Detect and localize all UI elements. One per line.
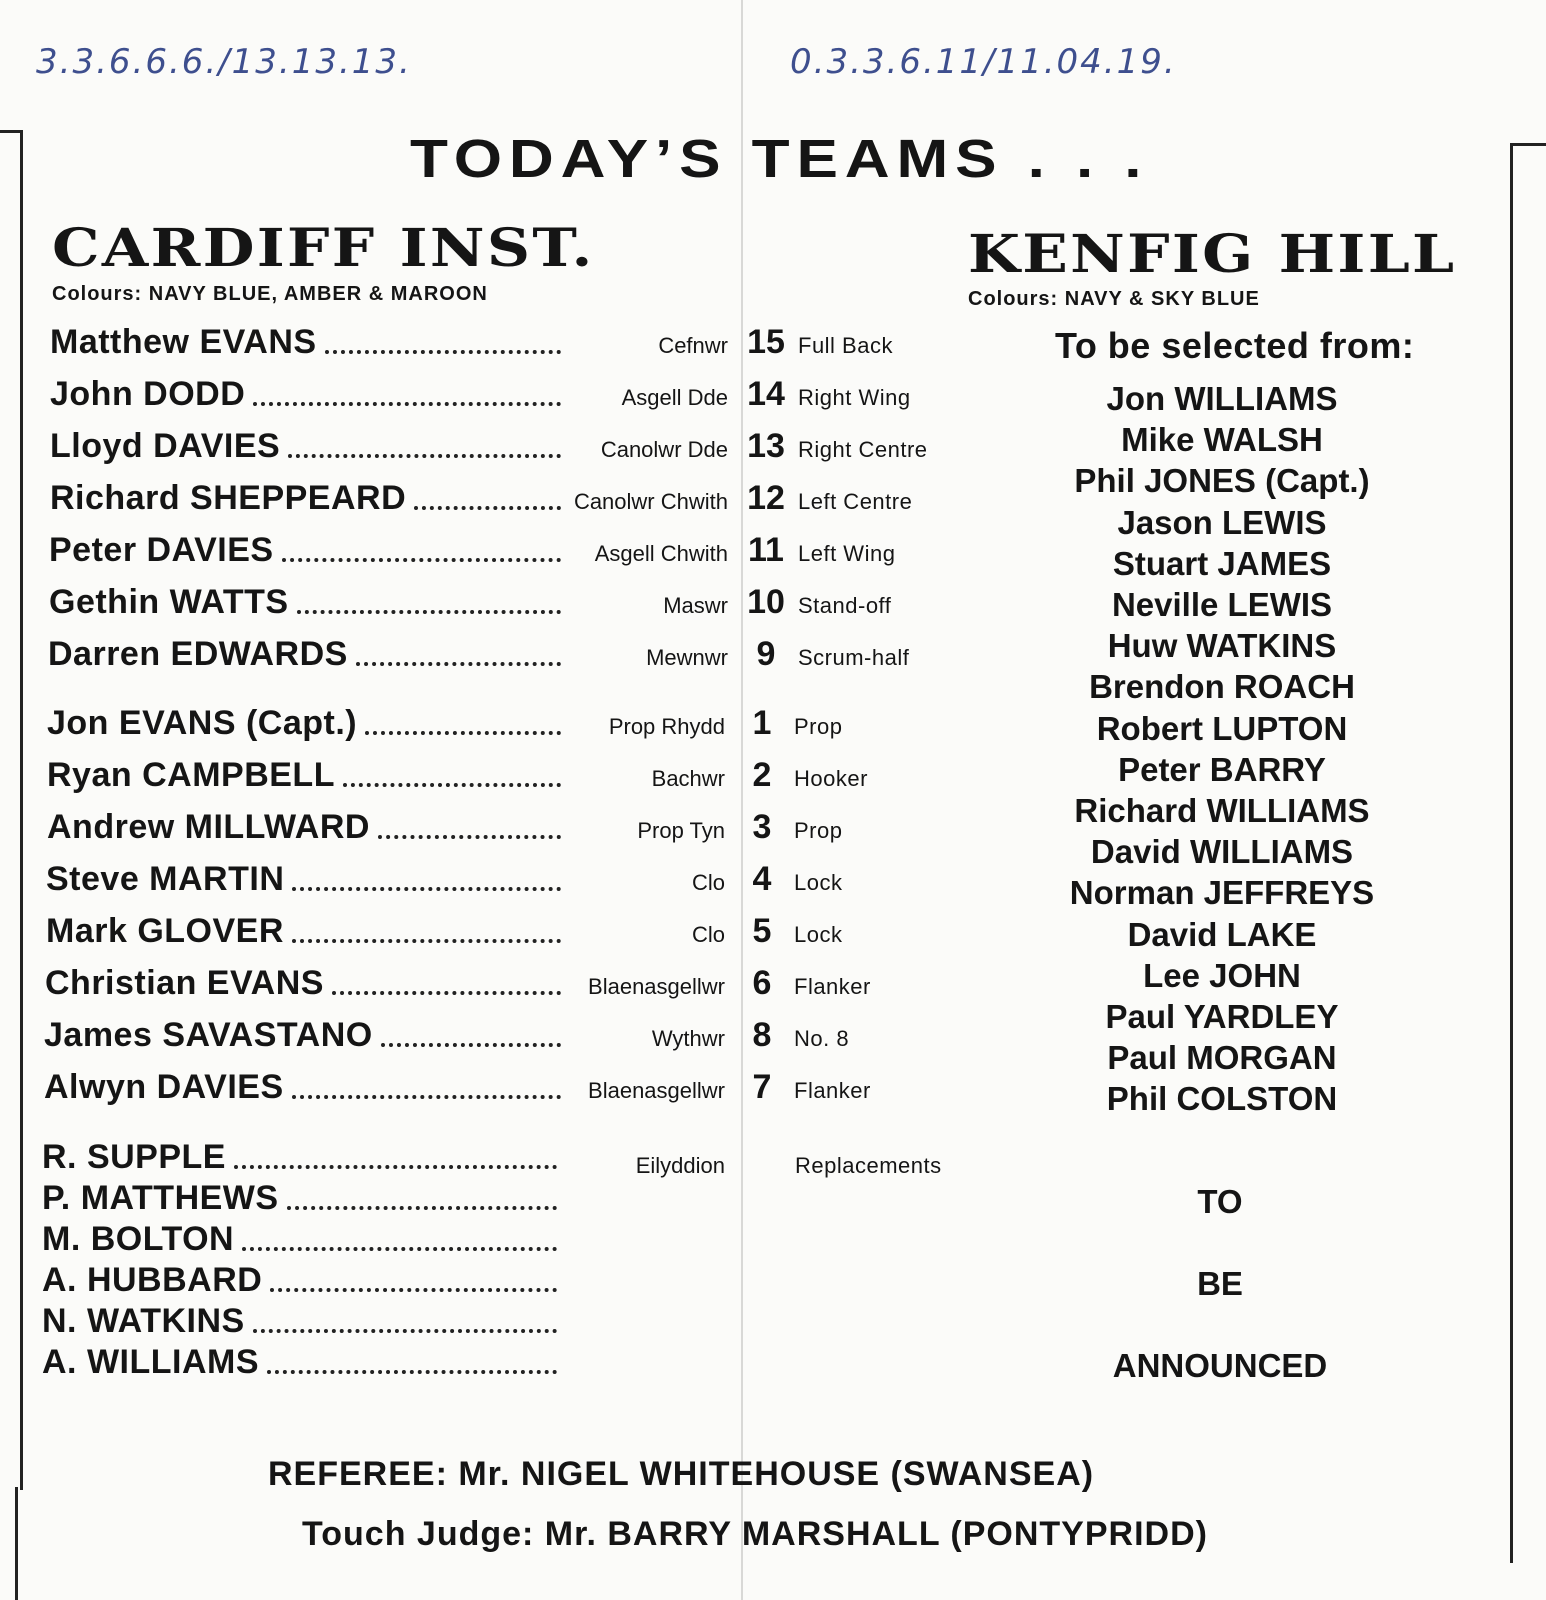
- player-position: Lock: [794, 870, 843, 895]
- player-number: 10: [747, 583, 785, 621]
- handwritten-score-left: 3.3.6.6.6./13.13.13.: [36, 42, 412, 82]
- replacement-row: [42, 1301, 557, 1341]
- announcement-word: TO: [1197, 1183, 1243, 1220]
- player-position: Right Centre: [798, 437, 928, 462]
- referee-line: REFEREE: Mr. NIGEL WHITEHOUSE (SWANSEA): [268, 1455, 1095, 1493]
- replacement-name: A. HUBBARD: [42, 1261, 263, 1299]
- dot-leader: [253, 402, 561, 406]
- page-title: TODAY’S TEAMS . . .: [410, 129, 1149, 189]
- replacement-name: M. BOLTON: [42, 1220, 235, 1258]
- squad-player-name: Paul YARDLEY: [1105, 998, 1339, 1035]
- player-position: Left Wing: [798, 541, 896, 566]
- player-position-welsh: Canolwr Chwith: [573, 489, 728, 514]
- replacement-row: [42, 1219, 557, 1259]
- squad-player-name: Brendon ROACH: [1089, 668, 1355, 706]
- player-name: Matthew EVANS: [50, 323, 317, 361]
- player-row: [50, 322, 561, 362]
- player-number: 7: [752, 1068, 772, 1106]
- player-name: Ryan CAMPBELL: [47, 756, 335, 794]
- replacement-name: R. SUPPLE: [42, 1138, 226, 1176]
- dot-leader: [270, 1288, 557, 1292]
- right-border-top: [1510, 143, 1546, 146]
- announcement-word: ANNOUNCED: [1112, 1347, 1328, 1384]
- handwritten-score-right: 0.3.3.6.11/11.04.19.: [790, 42, 1177, 82]
- dot-leader: [288, 454, 561, 458]
- player-row: [47, 807, 561, 847]
- player-row: [46, 859, 561, 899]
- player-position: Stand-off: [798, 593, 892, 618]
- dot-leader: [267, 1370, 557, 1374]
- replacement-name: P. MATTHEWS: [42, 1179, 279, 1217]
- player-number: 2: [752, 756, 772, 794]
- squad-player-name: Stuart JAMES: [1112, 544, 1332, 582]
- player-number: 12: [747, 479, 785, 517]
- dot-leader: [292, 887, 561, 891]
- player-name: Lloyd DAVIES: [50, 427, 281, 465]
- right-border: [1510, 143, 1513, 1563]
- dot-leader: [325, 350, 561, 354]
- player-position-welsh: Prop Rhydd: [608, 714, 725, 739]
- home-team-name: CARDIFF INST.: [52, 218, 595, 279]
- player-row: [47, 755, 561, 795]
- player-position: Prop: [794, 818, 843, 843]
- squad-player-name: Richard WILLIAMS: [1074, 792, 1370, 829]
- dot-leader: [381, 1043, 561, 1047]
- player-position: Flanker: [794, 1078, 871, 1103]
- player-row: [49, 582, 561, 622]
- player-position: Lock: [794, 922, 843, 947]
- player-number: 15: [747, 323, 785, 361]
- player-row: [44, 1067, 561, 1107]
- player-position: Left Centre: [798, 489, 913, 514]
- player-number: 3: [752, 808, 772, 846]
- player-position-welsh: Wythwr: [651, 1026, 725, 1051]
- dot-leader: [234, 1165, 557, 1169]
- player-position-welsh: Clo: [691, 870, 725, 895]
- player-number: 9: [756, 635, 776, 673]
- squad-player-name: Jason LEWIS: [1117, 503, 1327, 541]
- player-name: Peter DAVIES: [49, 531, 274, 569]
- player-name: James SAVASTANO: [44, 1016, 373, 1054]
- player-position: Scrum-half: [798, 645, 910, 670]
- player-number: 5: [752, 912, 772, 950]
- announcement-word: BE: [1197, 1265, 1243, 1302]
- away-team-colours: Colours: NAVY & SKY BLUE: [968, 288, 1260, 310]
- left-border: [20, 130, 23, 1490]
- player-name: Gethin WATTS: [49, 583, 289, 621]
- dot-leader: [343, 783, 561, 787]
- player-name: John DODD: [50, 375, 246, 413]
- dot-leader: [365, 731, 561, 735]
- replacement-row: [42, 1178, 557, 1218]
- away-team-name: KENFIG HILL: [968, 224, 1457, 285]
- player-position: No. 8: [794, 1026, 850, 1051]
- squad-player-name: Mike WALSH: [1121, 421, 1323, 459]
- player-position-welsh: Cefnwr: [658, 333, 728, 358]
- dot-leader: [242, 1247, 557, 1251]
- dot-leader: [287, 1206, 557, 1210]
- dot-leader: [378, 835, 561, 839]
- player-name: Darren EDWARDS: [48, 635, 348, 673]
- player-number: 4: [752, 860, 772, 898]
- player-row: [46, 911, 561, 951]
- player-name: Jon EVANS (Capt.): [47, 704, 358, 742]
- player-name: Christian EVANS: [45, 964, 324, 1002]
- player-position: Hooker: [794, 766, 868, 791]
- player-position: Right Wing: [798, 385, 911, 410]
- player-position: Prop: [794, 714, 843, 739]
- left-border-bottom: [15, 1487, 18, 1600]
- dot-leader: [292, 1095, 561, 1099]
- player-position-welsh: Prop Tyn: [637, 818, 725, 843]
- player-row: [44, 1015, 561, 1055]
- player-position-welsh: Bachwr: [651, 766, 725, 791]
- home-team-colours: Colours: NAVY BLUE, AMBER & MAROON: [52, 283, 488, 305]
- squad-player-name: David LAKE: [1127, 915, 1317, 953]
- player-number: 13: [747, 427, 785, 465]
- player-position: Full Back: [798, 333, 893, 358]
- centre-fold: [741, 0, 743, 1600]
- squad-player-name: Paul MORGAN: [1107, 1039, 1337, 1077]
- replacements-welsh-label: Eilyddion: [635, 1153, 725, 1178]
- replacement-name: A. WILLIAMS: [42, 1343, 260, 1381]
- player-number: 1: [752, 704, 772, 742]
- replacement-row: [42, 1260, 557, 1300]
- player-position-welsh: Mewnwr: [646, 645, 728, 670]
- squad-player-name: Peter BARRY: [1118, 750, 1326, 788]
- player-row: [48, 634, 561, 674]
- player-row: [50, 426, 561, 466]
- player-number: 11: [748, 531, 784, 569]
- player-position-welsh: Blaenasgellwr: [588, 974, 725, 999]
- player-number: 6: [752, 964, 772, 1002]
- player-name: Steve MARTIN: [46, 860, 285, 898]
- player-position-welsh: Asgell Chwith: [594, 541, 728, 566]
- player-name: Alwyn DAVIES: [44, 1068, 284, 1106]
- touch-judge-line: Touch Judge: Mr. BARRY MARSHALL (PONTYPRIDD): [302, 1515, 1208, 1553]
- player-row: [45, 963, 561, 1003]
- dot-leader: [332, 991, 561, 995]
- squad-player-name: Neville LEWIS: [1111, 586, 1333, 623]
- replacement-row: [42, 1137, 557, 1177]
- player-name: Andrew MILLWARD: [47, 808, 370, 846]
- squad-player-name: David WILLIAMS: [1090, 833, 1354, 871]
- dot-leader: [297, 610, 561, 614]
- replacement-name: N. WATKINS: [42, 1302, 245, 1340]
- dot-leader: [253, 1329, 557, 1333]
- player-row: [49, 530, 561, 570]
- squad-player-name: Huw WATKINS: [1107, 627, 1337, 665]
- replacement-row: [42, 1342, 557, 1382]
- dot-leader: [414, 506, 561, 510]
- replacements-label: Replacements: [795, 1153, 942, 1178]
- player-position-welsh: Maswr: [663, 593, 728, 618]
- player-number: 14: [747, 375, 785, 413]
- player-name: Richard SHEPPEARD: [50, 479, 407, 517]
- player-row: [50, 374, 561, 414]
- dot-leader: [292, 939, 561, 943]
- player-position-welsh: Blaenasgellwr: [588, 1078, 725, 1103]
- squad-player-name: Jon WILLIAMS: [1106, 380, 1338, 417]
- dot-leader: [356, 662, 561, 666]
- player-number: 8: [752, 1016, 772, 1054]
- squad-player-name: Norman JEFFREYS: [1069, 874, 1375, 912]
- player-position: Flanker: [794, 974, 871, 999]
- squad-player-name: Phil COLSTON: [1106, 1080, 1338, 1118]
- player-position-welsh: Canolwr Dde: [600, 437, 728, 462]
- player-position-welsh: Asgell Dde: [621, 385, 728, 410]
- squad-player-name: Phil JONES (Capt.): [1074, 462, 1370, 500]
- player-name: Mark GLOVER: [46, 912, 284, 950]
- dot-leader: [282, 558, 561, 562]
- player-row: [47, 703, 561, 743]
- away-selected-heading: To be selected from:: [1055, 325, 1415, 366]
- squad-player-name: Robert LUPTON: [1096, 709, 1348, 747]
- squad-player-name: Lee JOHN: [1143, 956, 1301, 994]
- left-border-top: [0, 130, 22, 133]
- player-row: [50, 478, 561, 518]
- player-position-welsh: Clo: [691, 922, 725, 947]
